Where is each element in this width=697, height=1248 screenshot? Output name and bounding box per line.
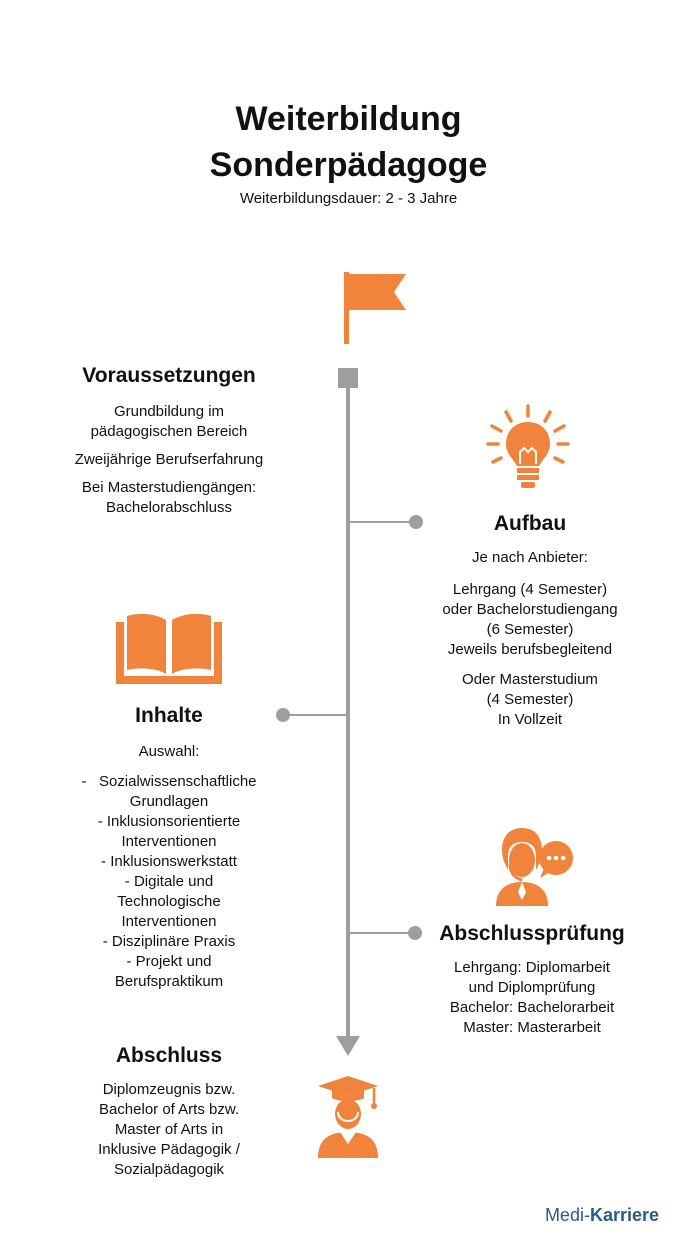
text-line: - Disziplinäre Praxis <box>102 933 236 950</box>
heading-abschlusspruefung: Abschlussprüfung <box>439 922 625 945</box>
timeline-arrow-head <box>336 1036 360 1056</box>
section-abschluss <box>28 1044 310 1180</box>
text-line: Auswahl: <box>138 743 200 760</box>
text-line: - Projekt und <box>126 953 212 970</box>
section-voraussetzungen <box>28 364 310 518</box>
page-title <box>0 96 697 188</box>
text-line: (6 Semester) <box>486 621 574 638</box>
text-line: pädagogischen Bereich <box>90 423 248 440</box>
text-line: - Digitale und <box>124 873 214 890</box>
text-line: Technologische <box>117 893 221 910</box>
text-line: Grundlagen <box>129 793 209 810</box>
text-line: Bachelor of Arts bzw. <box>98 1101 240 1118</box>
medi-karriere-logo <box>545 1205 659 1226</box>
text-line: Master of Arts in <box>114 1121 224 1138</box>
heading-aufbau: Aufbau <box>493 512 567 535</box>
text-line: Grundbildung im <box>113 403 225 420</box>
text-line: In Vollzeit <box>497 711 563 728</box>
section-aufbau <box>400 512 660 730</box>
graduate-icon <box>314 1074 382 1160</box>
flag-icon <box>340 270 410 346</box>
text-line: Interventionen <box>121 833 217 850</box>
text-line: Je nach Anbieter: <box>472 549 588 566</box>
text-line: Sozialpädagogik <box>113 1161 225 1178</box>
text-line: Lehrgang: Diplomarbeit <box>454 959 610 976</box>
title-line-1: Weiterbildung <box>235 100 462 138</box>
lightbulb-icon <box>484 404 572 494</box>
text-line: - Sozialwissenschaftliche <box>81 773 257 790</box>
text-line: Lehrgang (4 Semester) <box>452 581 608 598</box>
text-line: (4 Semester) <box>486 691 574 708</box>
text-line: Berufspraktikum <box>114 973 224 990</box>
text-line: Master: Masterarbeit <box>463 1019 601 1036</box>
text-line: Interventionen <box>121 913 217 930</box>
title-line-2: Sonderpädagoge <box>209 146 488 184</box>
section-abschlusspruefung <box>414 922 650 1038</box>
heading-inhalte: Inhalte <box>135 704 203 727</box>
book-icon <box>116 612 222 686</box>
heading-voraussetzungen: Voraussetzungen <box>82 364 256 387</box>
text-line: und Diplomprüfung <box>468 979 596 996</box>
text-line: Diplomzeugnis bzw. <box>102 1081 236 1098</box>
logo-part-2: Karriere <box>589 1205 659 1225</box>
heading-abschluss: Abschluss <box>115 1044 223 1067</box>
text-line: - Inklusionswerkstatt <box>101 853 237 870</box>
support-agent-icon <box>494 826 574 908</box>
text-line: Inklusive Pädagogik / <box>98 1141 240 1158</box>
text-line: Bei Masterstudiengängen: <box>81 479 257 496</box>
timeline-line <box>346 372 350 1038</box>
text-line: Oder Masterstudium <box>462 671 598 688</box>
text-line: Jeweils berufsbegleitend <box>447 641 613 658</box>
text-line: Bachelorabschluss <box>106 499 232 516</box>
page-subtitle: Weiterbildungsdauer: 2 - 3 Jahre <box>239 190 458 207</box>
section-inhalte <box>28 704 310 992</box>
logo-part-1: Medi- <box>544 1205 590 1225</box>
connector-abschlusspruefung <box>348 932 414 934</box>
text-line: - Inklusionsorientierte <box>97 813 241 830</box>
text-line: Zweijährige Berufserfahrung <box>74 451 264 468</box>
text-line: Bachelor: Bachelorarbeit <box>449 999 615 1016</box>
text-line: oder Bachelorstudiengang <box>442 601 618 618</box>
